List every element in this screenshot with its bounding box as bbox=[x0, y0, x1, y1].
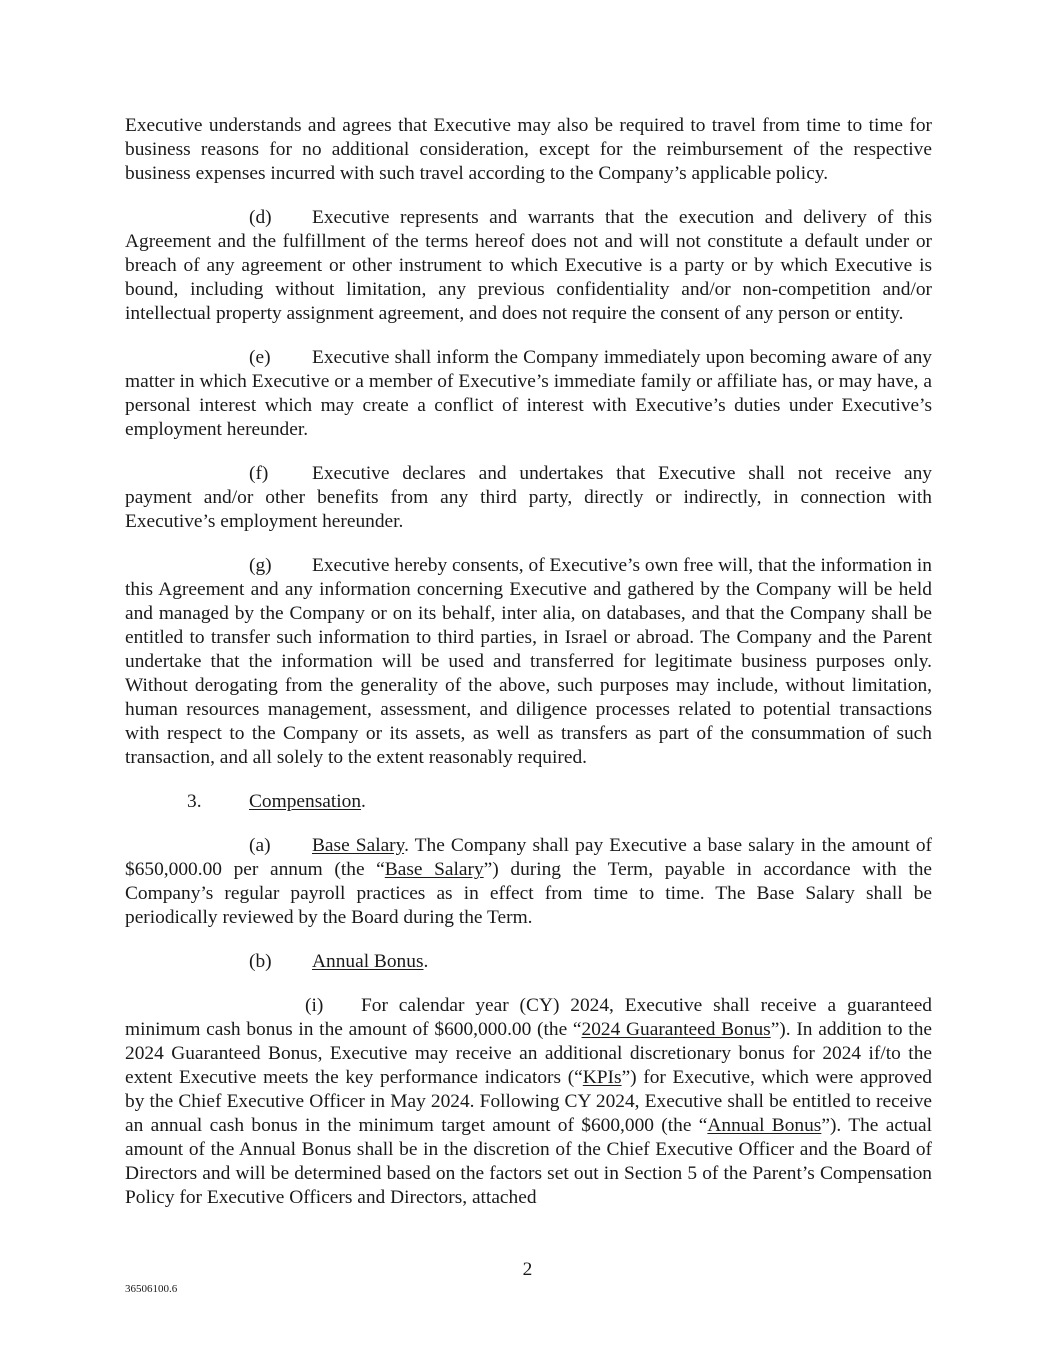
paragraph-intro: Executive understands and agrees that Executive may also be required to travel from time to time for business reasons for no additional consideration, except for the reimbursement of the respective business expenses incurred with such travel according to the Company’s applicable policy. bbox=[125, 115, 932, 184]
paragraph-e-label: (e) bbox=[249, 347, 271, 368]
paragraph-b-period: . bbox=[423, 951, 429, 972]
paragraph-i-label: (i) bbox=[305, 995, 324, 1016]
paragraph-f bbox=[125, 462, 932, 534]
section-heading-compensation bbox=[125, 790, 932, 814]
defined-term-annual-bonus: Annual Bonus bbox=[707, 1115, 822, 1136]
paragraph-d-label: (d) bbox=[249, 207, 272, 228]
paragraph-b-label: (b) bbox=[249, 951, 272, 972]
document-id: 36506100.6 bbox=[125, 1283, 178, 1295]
paragraph-e-text: Executive shall inform the Company immediately upon becoming aware of any matter in which Executive or a member of Executive’s immediate family or affiliate has, or may have, a personal interest which may create a conflict of interest with Executive’s duties under Executive’s employment hereunder. bbox=[125, 347, 932, 440]
paragraph-g-text: Executive hereby consents, of Executive’s own free will, that the information in this Agreement and any information concerning Executive and gathered by the Company will be held and managed by the Company or on its behalf, inter alia, on databases, and that the Company shall be entitled to transfer such information to third parties, in Israel or abroad. The Company and the Parent undertake that the information will be used and transferred for legitimate business purposes only. Without derogating from the generality of the above, such purposes may include, without limitation, human resources management, assessment, and diligence processes related to potential transactions with respect to the Company or its assets, as well as transfers as part of the consummation of such transaction, and all solely to the extent reasonably required. bbox=[125, 555, 932, 768]
document-body bbox=[125, 114, 932, 1230]
defined-term-base-salary: Base Salary bbox=[384, 859, 484, 880]
paragraph-g bbox=[125, 554, 932, 770]
paragraph-f-label: (f) bbox=[249, 463, 269, 484]
paragraph-a bbox=[125, 834, 932, 930]
paragraph-d bbox=[125, 206, 932, 326]
paragraph-e bbox=[125, 346, 932, 442]
paragraph-g-label: (g) bbox=[249, 555, 272, 576]
paragraph-f-text: Executive declares and undertakes that Executive shall not receive any payment and/or other benefits from any third party, directly or indirectly, in connection with Executive’s employment hereunder. bbox=[125, 463, 932, 532]
section-title-period: . bbox=[361, 791, 366, 812]
section-title: Compensation bbox=[249, 791, 362, 812]
section-number: 3. bbox=[187, 791, 202, 812]
paragraph-a-text-2: ”) during the Term, payable in accordance with the Company’s regular payroll practices as in effect from time to time. The Base Salary shall be periodically reviewed by the Board during the Term. bbox=[125, 859, 933, 928]
paragraph-a-heading: Base Salary bbox=[312, 835, 405, 856]
paragraph-i-text-4: ”). The actual amount of the Annual Bonus shall be in the discretion of the Chief Executive Officer and the Board of Directors and will be determined based on the factors set out in Section 5 of the Parent’s Compensation Policy for Executive Officers and Directors, attached bbox=[125, 1115, 932, 1208]
defined-term-2024-guaranteed-bonus: 2024 Guaranteed Bonus bbox=[581, 1019, 771, 1040]
defined-term-kpis: KPIs bbox=[582, 1067, 622, 1088]
paragraph-i-text-1: For calendar year (CY) 2024, Executive shall receive a guaranteed minimum cash bonus in the amount of $600,000.00 (the “ bbox=[125, 995, 932, 1040]
paragraph-a-label: (a) bbox=[249, 835, 271, 856]
paragraph-i bbox=[125, 994, 932, 1210]
paragraph-i-text-2: ”). In addition to the 2024 Guaranteed Bonus, Executive may receive an additional discretionary bonus for 2024 if/to the extent Executive meets the key performance indicators (“ bbox=[125, 1019, 932, 1088]
paragraph-i-text-3: ”) for Executive, which were approved by the Chief Executive Officer in May 2024. Following CY 2024, Executive shall be entitled to receive an annual cash bonus in the minimum target amount of $600,000 (the “ bbox=[125, 1067, 932, 1136]
paragraph-b bbox=[125, 950, 932, 974]
paragraph-d-text: Executive represents and warrants that the execution and delivery of this Agreement and the fulfillment of the terms hereof does not and will not constitute a default under or breach of any agreement or other instrument to which Executive is a party or by which Executive is bound, including without limitation, any previous confidentiality and/or non-competition and/or intellectual property assignment agreement, and does not require the consent of any person or entity. bbox=[125, 207, 932, 324]
page-number: 2 bbox=[522, 1259, 533, 1280]
paragraph-b-heading: Annual Bonus bbox=[312, 951, 424, 972]
paragraph-a-text-1: . The Company shall pay Executive a base salary in the amount of $650,000.00 per annum (the “ bbox=[125, 835, 932, 880]
